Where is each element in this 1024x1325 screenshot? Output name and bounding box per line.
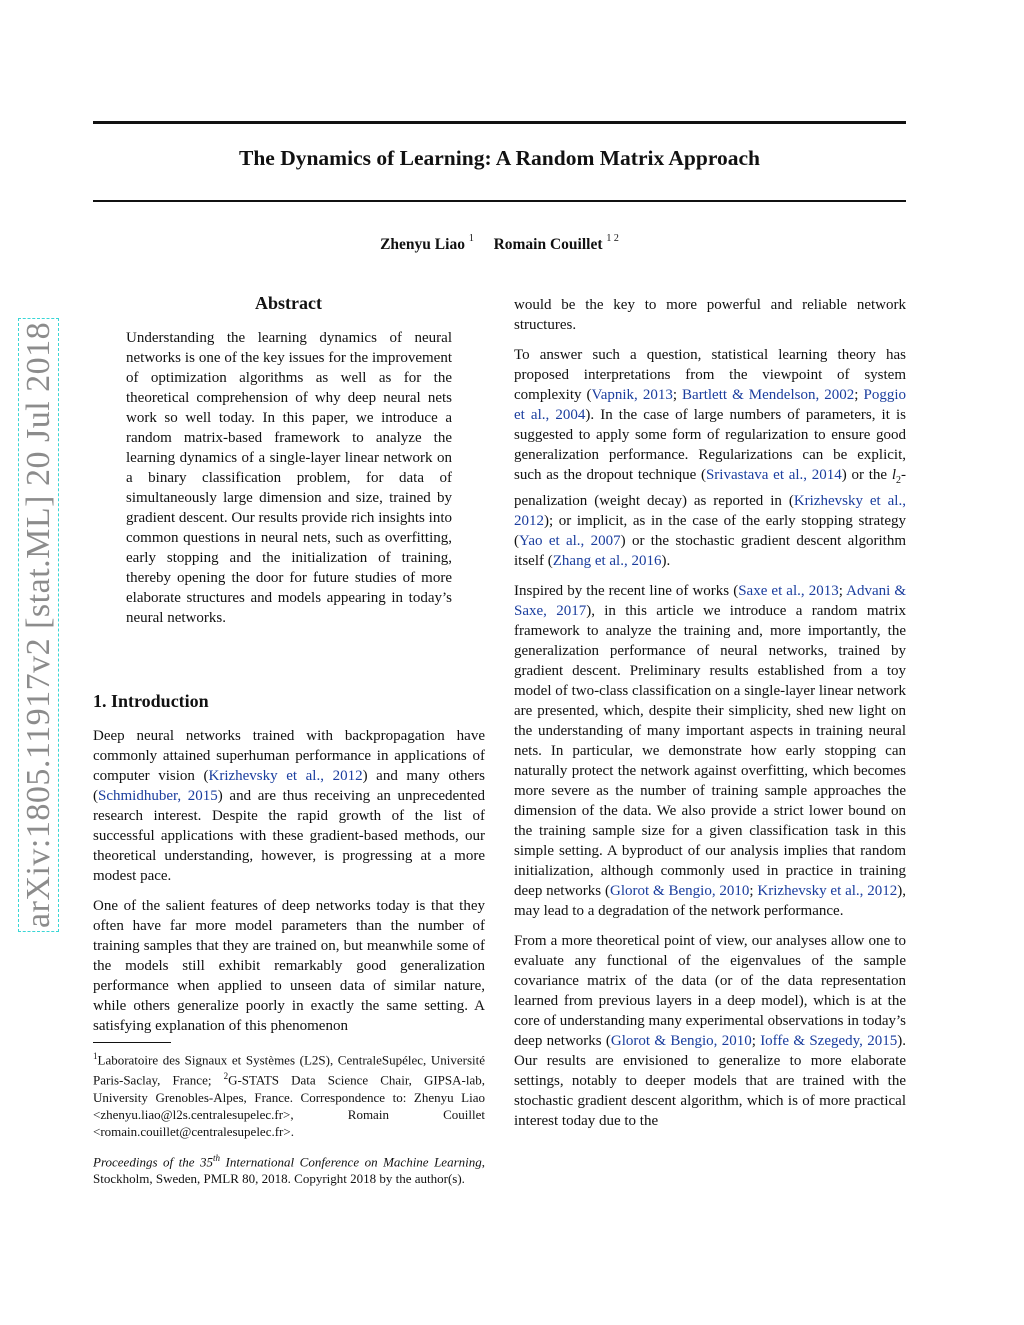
paragraph: To answer such a question, statistical learning theory has proposed interpretations from the viewpoint of system complexity (Vapnik, 2013; Bartlett & Mendelson, 2002; Poggio et al., 2004). In the case of large numbers of parameters, it is suggested to apply some form of regularization to ensure good generalization performance. Regularizations can be explicit, such as the dropout technique (Srivastava et al., 2014) or the $l_2$-penalization (weight decay) as reported in (Krizhevsky et al., 2012); or implicit, as in the case of the early stopping strategy (Yao et al., 2007) or the stochastic gradient descent algorithm itself (Zhang et al., 2016). xyxy=(514,347,906,569)
citation-link[interactable]: Krizhevsky et al., 2012 xyxy=(208,768,363,784)
right-column-body xyxy=(514,295,906,1141)
section-heading-introduction: 1. Introduction xyxy=(93,691,209,711)
affiliation-footnote: $^1$Laboratoire des Signaux et Systèmes (L2S), CentraleSupélec, Université Paris-Saclay, France; $^2$G-STATS Data Science Chair, GIPSA-lab, University Grenobles-Alpes, France. Correspondence to: Zhenyu Liao <zhenyu.liao@l2s.centralesupelec.fr>, Romain Couillet <romain.couillet@centralesupelec.fr>. xyxy=(93,1051,485,1139)
arxiv-identifier-stamp xyxy=(20,310,58,930)
left-column-body xyxy=(93,726,485,1046)
footnotes xyxy=(93,1048,485,1197)
citation-link[interactable]: Bartlett & Mendelson, 2002 xyxy=(682,387,855,403)
paragraph: One of the salient features of deep networks today is that they often have far more model parameters than the number of training samples that they are trained on, but meanwhile some of the models still exhibit remarkably good generalization performance when applied to unseen data of similar nature, while others generalize poorly in exactly the same setting. A satisfying explanation of this phenomenon xyxy=(93,898,485,1034)
citation-link[interactable]: Schmidhuber, 2015 xyxy=(98,788,218,804)
citation-link[interactable]: Poggio et al., 2004 xyxy=(514,387,906,423)
title-rule-top xyxy=(93,121,906,124)
citation-link[interactable]: Advani & Saxe, 2017 xyxy=(514,583,906,619)
citation-link[interactable]: Zhang et al., 2016 xyxy=(552,553,662,569)
author-affiliation-mark: 1 xyxy=(468,233,474,244)
citation-link[interactable]: Krizhevsky et al., 2012 xyxy=(757,883,898,899)
abstract-heading: Abstract xyxy=(255,293,322,313)
abstract-text: Understanding the learning dynamics of neural networks is one of the key issues for the improvement of optimization algorithms as well as for the theoretical comprehension of why deep neural nets work so well today. In this paper, we introduce a random matrix-based framework to analyze the learning dynamics of a single-layer linear network on a binary classification problem, for data of simultaneously large dimension and size, trained by gradient descent. Our results provide rich insights into common questions in neural nets, such as overfitting, early stopping and the initialization of training, thereby opening the door for future studies of more elaborate structures and models appearing in today’s neural networks. xyxy=(126,330,452,626)
footnote-rule xyxy=(93,1042,171,1043)
title-rule-bottom xyxy=(93,200,906,202)
author-affiliation-mark: 1 2 xyxy=(606,233,619,244)
paragraph: Inspired by the recent line of works (Saxe et al., 2013; Advani & Saxe, 2017), in this article we introduce a random matrix framework to analyze the training and, more importantly, the generalization performance of neural networks, trained by gradient descent. Preliminary results established from a toy model of two-class classification on a single-layer linear network are presented, which, despite their simplicity, shed new light on the understanding of many important aspects in training neural nets. In particular, we demonstrate how early stopping can naturally protect the network against overfitting, which becomes more severe as the number of training sample approaches the dimension of the data. We also provide a strict lower bound on the training sample size for a given classification task in this simple setting. A byproduct of our analysis implies that random initialization, although commonly used in practice in training deep networks (Glorot & Bengio, 2010; Krizhevsky et al., 2012), may lead to a degradation of the network performance. xyxy=(514,583,906,919)
paper-title: The Dynamics of Learning: A Random Matrix Approach xyxy=(238,146,760,170)
paragraph: From a more theoretical point of view, our analyses allow one to evaluate any functional of the eigenvalues of the sample covariance matrix of the data (or of the data representation learned from previous layers in a deep model), which is at the core of understanding many experimental observations in today’s deep networks (Glorot & Bengio, 2010; Ioffe & Szegedy, 2015). Our results are envisioned to generalize to more elaborate settings, notably to deeper models that are trained with the stochastic gradient descent algorithm, which is of more practical interest today due to the xyxy=(514,933,906,1129)
citation-link[interactable]: Srivastava et al., 2014 xyxy=(705,467,842,483)
arxiv-id: arXiv:1805.11917v2 [stat.ML] 20 Jul 2018 xyxy=(20,321,57,928)
paragraph: would be the key to more powerful and reliable network structures. xyxy=(514,297,906,333)
author-name: Zhenyu Liao xyxy=(380,236,465,253)
author-name: Romain Couillet xyxy=(493,236,603,253)
proceedings-note: Proceedings of the 35th International Conference on Machine Learning, Stockholm, Sweden, PMLR 80, 2018. Copyright 2018 by the author(s). xyxy=(93,1152,485,1186)
citation-link[interactable]: Saxe et al., 2013 xyxy=(738,583,839,599)
math-symbol: l xyxy=(891,467,896,483)
citation-link[interactable]: Glorot & Bengio, 2010 xyxy=(609,883,750,899)
citation-link[interactable]: Yao et al., 2007 xyxy=(519,533,621,549)
paragraph: Deep neural networks trained with backpropagation have commonly attained superhuman performance in applications of computer vision (Krizhevsky et al., 2012) and many others (Schmidhuber, 2015) and are thus receiving an unprecedented research interest. Despite the rapid growth of the list of successful applications with these gradient-based methods, our theoretical understanding, however, is progressing at a more modest pace. xyxy=(93,728,485,884)
citation-link[interactable]: Ioffe & Szegedy, 2015 xyxy=(760,1033,898,1049)
abstract-body xyxy=(126,328,452,638)
citation-link[interactable]: Vapnik, 2013 xyxy=(591,387,673,403)
citation-link[interactable]: Glorot & Bengio, 2010 xyxy=(610,1033,752,1049)
citation-link[interactable]: Krizhevsky et al., 2012 xyxy=(514,493,906,529)
author-list xyxy=(93,233,906,254)
